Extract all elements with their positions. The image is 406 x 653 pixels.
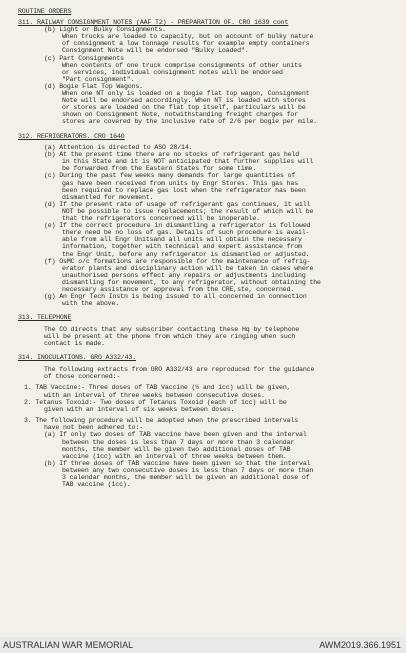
text-line: (d) If the present rate of usage of refrigerant gas continues, it will [44,200,311,208]
sub-heading: (c) Part Consignments [44,54,124,62]
text-line: between the doses is less than 7 days or more than 3 calendar [62,438,295,446]
text-line: able from all Engr Unitsand all units will obtain the necessary [62,236,302,244]
text-line: with an interval of three weeks between consecutive doses. [44,391,265,399]
section-heading-314: 314. INOCULATIONS. GRO A332/43. [18,354,137,362]
text-line: unauthorised persons effect any repairs or adjustments including [62,271,306,279]
text-line: (b) If three doses of TAB vaccine have been given so that the interval [44,459,311,467]
text-line: (b) At the present time there are no stocks of refrigerant gas held [44,151,300,159]
text-line: that the refrigerators concerned will be inoperable. [62,215,260,223]
text-line: NOT be possible to issue replacements; the result of which will be [62,207,314,215]
sub-heading: (b) Light or Bulky Consignments. [44,26,166,34]
text-line: with the above. [62,300,120,308]
page-header: ROUTINE ORDERS [18,8,72,15]
text-line: (a) If only two doses of TAB vaccine have been given and the interval [44,431,307,439]
numbered-item: 3. The following procedure will be adopted when the prescribed intervals [24,417,299,425]
text-line: between any two consecutive doses is less than 7 days or more than [62,466,314,474]
text-line: information, together with technical and expert assistance from [62,243,302,251]
text-line: or services, individual consignment notes will be endorsed [62,68,283,76]
footer-accession-number: AWM2019.366.1951 [319,640,401,650]
numbered-item: 2. Tetanus Toxoid:- Two doses of Tetanus Toxoid (each of 1cc) will be [24,398,287,406]
text-line: dismantling for movement, to any refrigerator, without obtaining the [62,278,321,286]
text-line: Note will be endorsed accordingly. When NT is loaded with stores [62,97,306,105]
text-line: vaccine (1cc) with an interval of three weeks between them. [62,452,287,460]
text-line: "Part consignment". [62,75,135,83]
section-heading-312: 312. REFRIGERATORS. CRO 1640 [18,132,125,140]
text-line: TAB vaccine (1cc). [62,481,131,489]
text-line: When contents of one truck comprise consignments of other units [62,61,302,69]
text-line: will be present at the phone from which they are ringing when such [44,332,296,340]
text-line: months, the member will be given two additional doses of TAB [62,445,291,453]
sub-heading: (d) Bogie Flat Top Wagons. [44,82,143,90]
archive-footer [0,637,406,653]
text-line: (c) During the past few weeks many demands for large quantities of [44,172,296,180]
text-line: be forwarded from the Eastern States for some time. [62,165,257,173]
footer-institution: AUSTRALIAN WAR MEMORIAL [3,640,134,650]
text-line: the Engr Unit, before any refrigerator is dismantled or adjusted. [62,250,310,258]
text-line: Consignment Note will be endorsed "Bulky Loaded". [62,47,249,55]
section-heading-311: 311. RAILWAY CONSIGNMENT NOTES (AAF T2) - PREPARATION OF. CRO 1639 cont [18,19,289,27]
text-line: there need be no loss of gas. Details of such procedure is avail- [62,229,310,237]
text-line: gas have been received from units by Engr Stores. This gas has [62,179,299,187]
text-line: (e) If the correct procedure in dismantling a refrigerator is followed [44,222,311,230]
text-line: in this State and it is NOT anticipated that further supplies will [62,158,314,166]
text-line: of those concerned:- [44,372,121,380]
text-line: have not been adhered to:- [44,424,143,432]
text-line: of consignment a low tonnage results for example empty containers [62,40,310,48]
text-line: stores are covered by the inclusive rate of 2/6 per bogie per mile. [62,118,318,126]
text-line: been required to replace gas lost when the refrigerator has been [62,186,306,194]
text-line: given with an interval of six weeks between doses. [44,405,235,413]
text-line: When trucks are loaded to capacity, but on account of bulky nature [62,33,314,41]
text-line: (f) OsMC o/c formations are responsible for the maintenance of refrig- [44,257,311,265]
text-line: shown on Consignment Note, notwithstanding freight charges for [62,111,299,119]
document-body [18,8,396,488]
text-line: 3 calendar months, the member will be given an additional dose of [62,474,310,482]
text-line: erator plants and disciplinary action will be taken in cases where [62,264,314,272]
text-line: When one NT only is loaded on a bogie flat top wagon, Consignment [62,90,310,98]
text-line: necessary assistance or approval from the CRE,ste, concerned. [62,285,295,293]
text-line: or stores are loaded on the flat top itself, particulars will be [62,104,306,112]
text-line: The following extracts from GRO A332/43 are reproduced for the guidance [44,365,315,373]
text-line: dismantled for movement. [62,193,154,201]
text-line: (g) An Engr Tech Instn is being issued to all concerned in connection [44,293,307,301]
text-line: contact is made. [44,340,105,348]
section-heading-313: 313. TELEPHONE [18,314,72,322]
numbered-item: 1. TAB Vaccine:- Three doses of TAB Vaccine (½ and 1cc) will be given, [24,384,291,392]
text-line: (a) Attention is directed to ASO 28/14. [44,144,193,152]
text-line: The CO directs that any subscriber contacting these Hq by telephone [44,325,300,333]
